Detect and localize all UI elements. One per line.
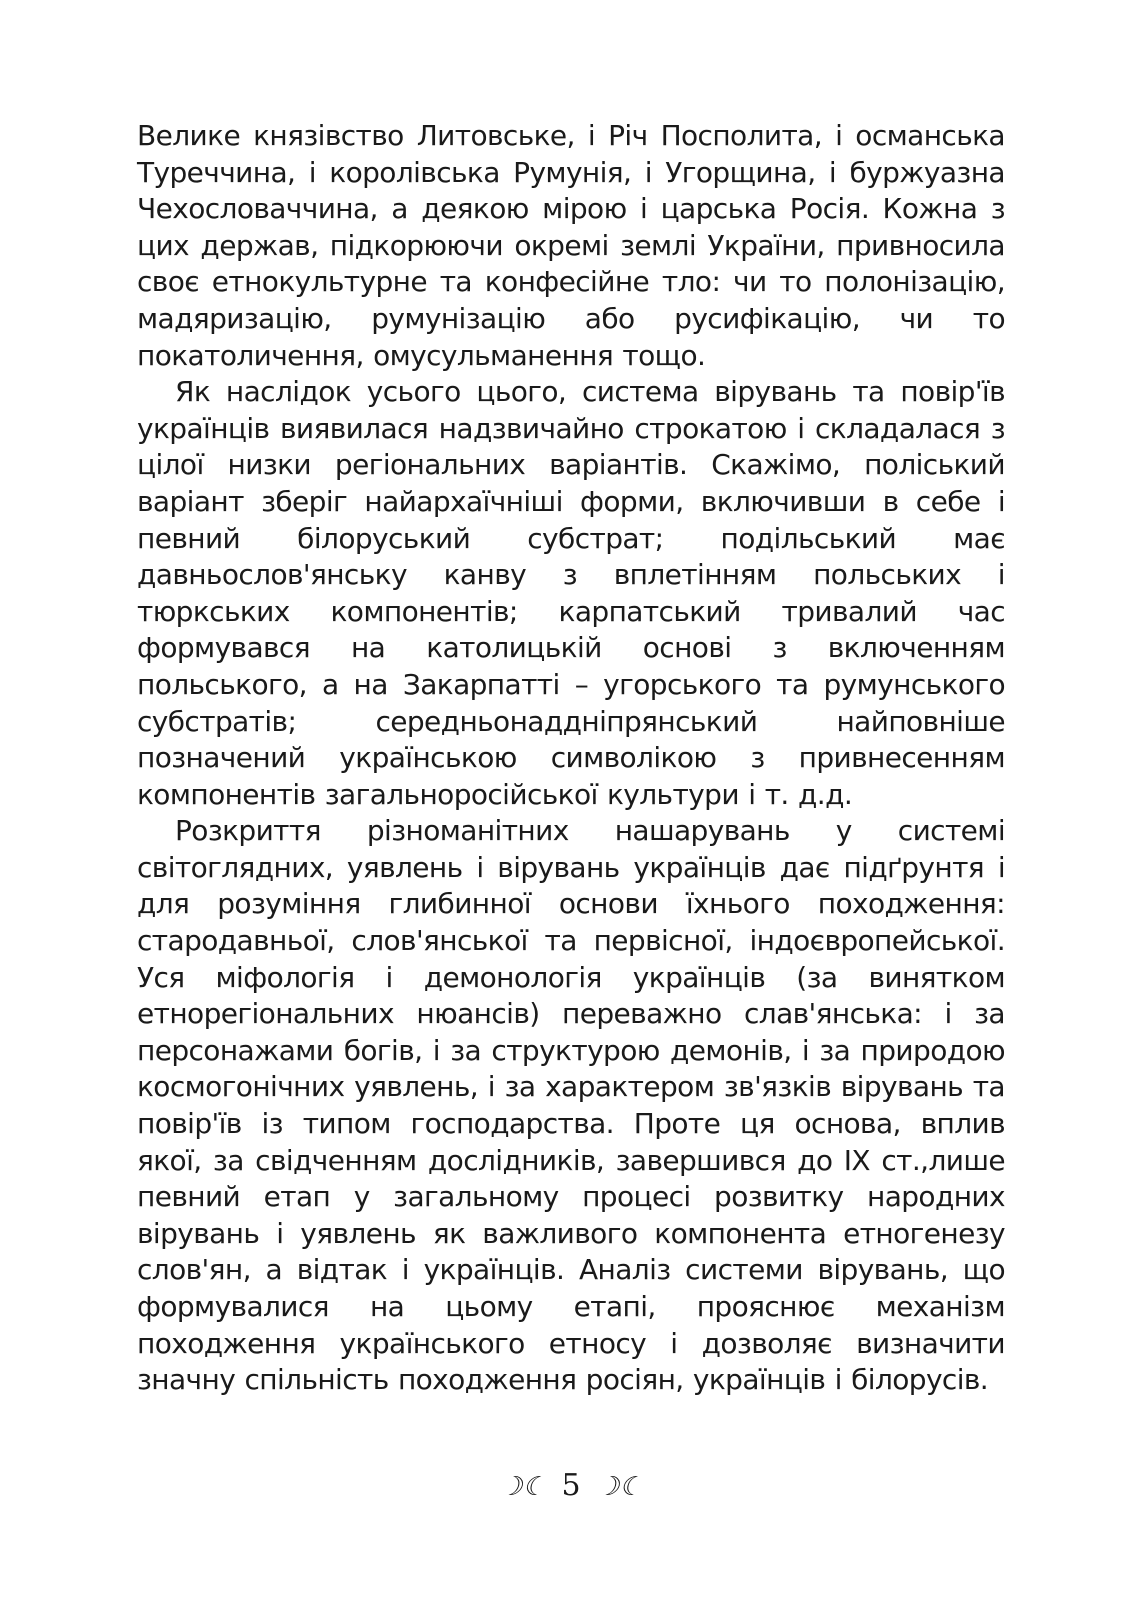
paragraph-3: Розкриття різноманітних нашарувань у системі світоглядних, уявлень і вірувань українців дає підґрунтя і для розуміння глибинної основи їхнього походження: стародавньої, слов'янської та первісної, індоєвропейської. Уся міфологія і демонологія українців (за винятком етнорегіональних нюансів) переважно слав'янська: і за персонажами богів, і за структурою демонів, і за природою космогонічних уявлень, і за характером зв'язків вірувань та повір'їв із типом господарства. Проте ця основа, вплив якої, за свідченням дослідників, завершився до IX ст.,лише певний етап у загальному процесі розвитку народних вірувань і уявлень як важливого компонента етногенезу слов'ян, а відтак і українців. Аналіз системи вірувань, що формувалися на цьому етапі, прояснює механізм походження українського етносу і дозволяє визначити значну спільність походження росіян, українців і білорусів. (137, 814, 1005, 1397)
paragraph-2: Як наслідок усього цього, система вірувань та повір'їв українців виявилася надзвичайно строкатою і складалася з цілої низки регіональних варіантів. Скажімо, поліський варіант зберіг найархаїчніші форми, включивши в себе і певний білоруський субстрат; подільський має давньослов'янську канву з вплетінням польських і тюркських компонентів; карпатський тривалий час формувався на католицькій основі з включенням польського, а на Закарпатті – угорського та румунського субстратів; середньонаддніпрянський найповніше позначений українською символікою з привнесенням компонентів загальноросійської культури і т. д.д. (137, 375, 1005, 811)
page-body (137, 118, 1005, 1399)
left-ornament-icon: ☽☾ (499, 1472, 546, 1502)
paragraph-1: Велике князівство Литовське, і Річ Посполита, і османська Туреччина, і королівська Румунія, і Угорщина, і буржуазна Чехословаччина, а деякою мірою і царська Росія. Кожна з цих держав, підкорюючи окремі землі України, привносила своє етнокультурне та конфесійне тло: чи то полонізацію, мадяризацію, румунізацію або русифікацію, чи то покатоличення, омусульманення тощо. (137, 119, 1005, 372)
page-number: 5 (561, 1468, 581, 1503)
right-ornament-icon: ☽☾ (596, 1472, 643, 1502)
page-footer (0, 1468, 1142, 1505)
